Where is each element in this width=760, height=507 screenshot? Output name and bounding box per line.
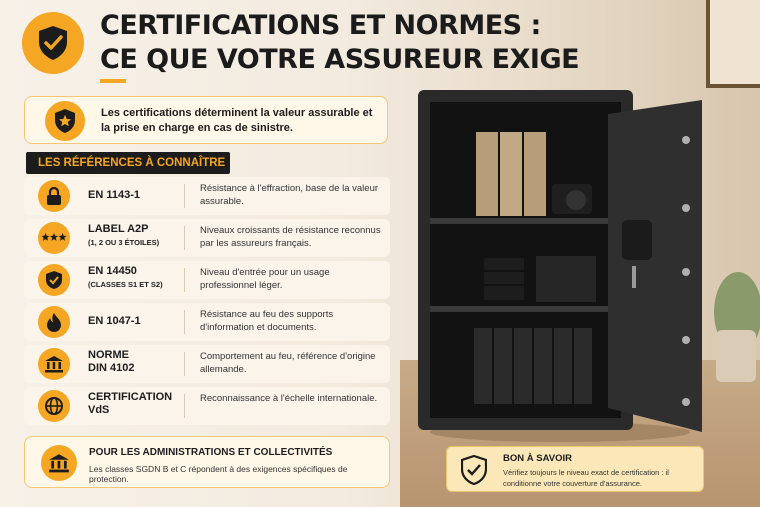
shield-check-icon (38, 264, 70, 296)
reference-name: NORME DIN 4102 (88, 349, 135, 374)
reference-description: Comportement au feu, référence d'origine allemande. (200, 351, 376, 375)
wall-frame (706, 0, 760, 88)
flame-icon (38, 306, 70, 338)
row-divider (184, 184, 185, 208)
reference-description: Niveau d'entrée pour un usage professionnel léger. (200, 267, 330, 291)
reference-row (24, 387, 390, 425)
padlock-icon (38, 180, 70, 212)
bon-a-savoir-title: BON À SAVOIR (503, 453, 572, 464)
plant-pot (716, 330, 756, 382)
safe-door (608, 100, 702, 432)
reference-description: Reconnaissance à l'échelle internationale. (200, 393, 378, 404)
globe-icon (38, 390, 70, 422)
star-shield-icon (45, 101, 85, 141)
reference-row (24, 219, 390, 257)
building-icon (38, 348, 70, 380)
safe-illustration (400, 80, 760, 450)
reference-description: Résistance à l'effraction, base de la valeur assurable. (200, 183, 379, 207)
bon-a-savoir-box (446, 446, 704, 492)
reference-name: EN 1143-1 (88, 189, 140, 201)
shield-check-logo-icon (22, 12, 84, 74)
shield-check-icon (459, 454, 489, 486)
reference-name: CERTIFICATION VdS (88, 391, 173, 416)
building-icon (41, 445, 77, 481)
row-divider (184, 268, 185, 292)
reference-description: Résistance au feu des supports d'information et documents. (200, 309, 334, 333)
reference-description: Niveaux croissants de résistance reconnus par les assureurs français. (200, 225, 381, 249)
row-divider (184, 310, 185, 334)
reference-row (24, 345, 390, 383)
reference-name: EN 14450 (CLASSES S1 ET S2) (88, 265, 163, 289)
title-underline (100, 79, 126, 83)
intro-text: Les certifications déterminent la valeur assurable et la prise en charge en cas de sinistre. (101, 107, 373, 134)
row-divider (184, 226, 185, 250)
reference-name: LABEL A2P (1, 2 OU 3 ÉTOILES) (88, 223, 160, 247)
section-label: LES RÉFÉRENCES À CONNAÎTRE (26, 152, 230, 174)
administrations-title: POUR LES ADMINISTRATIONS ET COLLECTIVITÉS (89, 447, 333, 458)
intro-box (24, 96, 388, 144)
row-divider (184, 394, 185, 418)
row-divider (184, 352, 185, 376)
page-title-line2: CE QUE VOTRE ASSUREUR EXIGE (100, 44, 580, 75)
door-handle (632, 266, 636, 288)
page-title-line1: CERTIFICATIONS ET NORMES : (100, 10, 541, 41)
reference-name: EN 1047-1 (88, 315, 141, 327)
bon-a-savoir-text: Vérifiez toujours le niveau exact de certification : il conditionne votre couverture d'assurance. (503, 468, 669, 488)
reference-row (24, 303, 390, 341)
reference-row (24, 177, 390, 215)
administrations-box (24, 436, 390, 488)
reference-row (24, 261, 390, 299)
administrations-text: Les classes SGDN B et C répondent à des exigences spécifiques de protection. (89, 464, 348, 484)
three-stars-icon (38, 222, 70, 254)
keypad (622, 220, 652, 260)
